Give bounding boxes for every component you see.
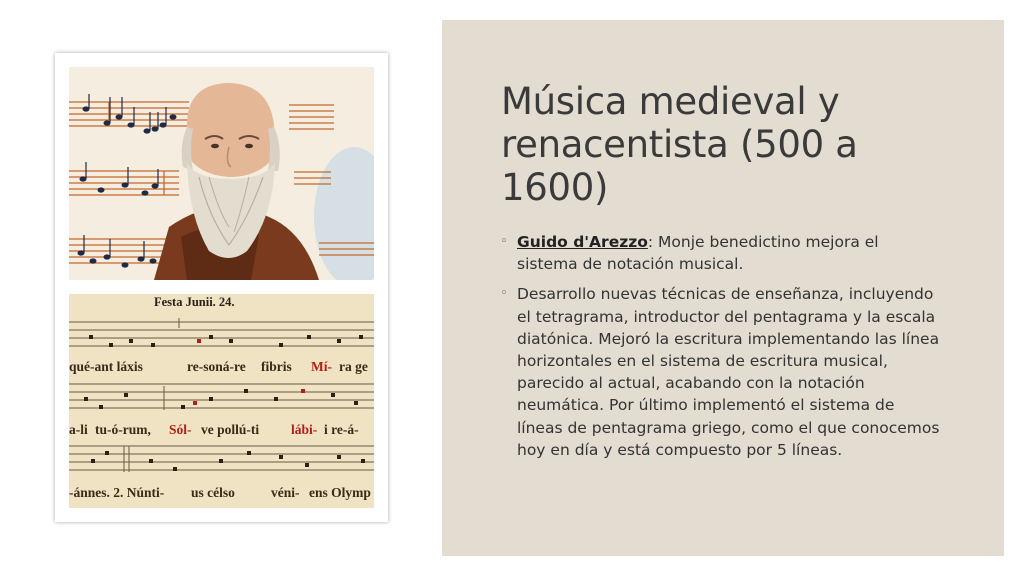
- manuscript-text-line-2f: i re-á-: [324, 422, 359, 437]
- manuscript-text-line-2a: a-li: [69, 422, 88, 437]
- manuscript-text-line-2b: tu-ó-rum,: [95, 422, 151, 437]
- bullet-item-desarrollo: [500, 283, 940, 461]
- bullet-item-guido: [500, 231, 940, 275]
- manuscript-text-line-1d: Mí-: [311, 359, 332, 374]
- manuscript-heading: Festa Junii. 24.: [154, 295, 235, 309]
- manuscript-text-line-3a: -ánnes. 2. Núnti-: [69, 485, 165, 500]
- manuscript-text-line-1a: qué-ant láxis: [69, 359, 143, 374]
- bullet-text: : Monje benedictino mejora el sistema de notación musical.: [517, 233, 879, 274]
- bullet-marker: ◦: [500, 286, 508, 302]
- guido-portrait-image: [69, 67, 374, 280]
- slide-title: Música medieval y renacentista (500 a 1600): [501, 80, 858, 209]
- manuscript-text-line-2c: Sól-: [169, 422, 192, 437]
- bullet-list: [500, 231, 940, 469]
- manuscript-text-line-1c: fibris: [261, 359, 292, 374]
- manuscript-text-line-1b: re-soná-re: [187, 359, 246, 374]
- manuscript-text-line-2d: ve pollú-ti: [201, 422, 260, 437]
- guido-name-link[interactable]: Guido d'Arezzo: [517, 233, 648, 251]
- manuscript-text-line-3d: ens Olymp: [309, 485, 371, 500]
- manuscript-text-line-3c: véni-: [271, 485, 300, 500]
- image-frame: [55, 53, 388, 522]
- bullet-marker: ◦: [500, 234, 508, 249]
- manuscript-text-line-3b: us célso: [191, 485, 235, 500]
- manuscript-text-line-1e: ra ge: [339, 359, 368, 374]
- gregorian-manuscript-image: [69, 294, 374, 508]
- manuscript-text-line-2e: lábi-: [291, 422, 318, 437]
- bullet-text: Desarrollo nuevas técnicas de enseñanza, incluyendo el tetragrama, introductor del pentagrama y la escala diatónica. Mejoró la escritura implementando las línea horizontales en el sistema de escritura musical, parecido al actual, acabando con la notación neumática. Por último implementó el sistema de líneas de pentagrama griego, como el que conocemos hoy en día y está compuesto por 5 líneas.: [517, 285, 940, 459]
